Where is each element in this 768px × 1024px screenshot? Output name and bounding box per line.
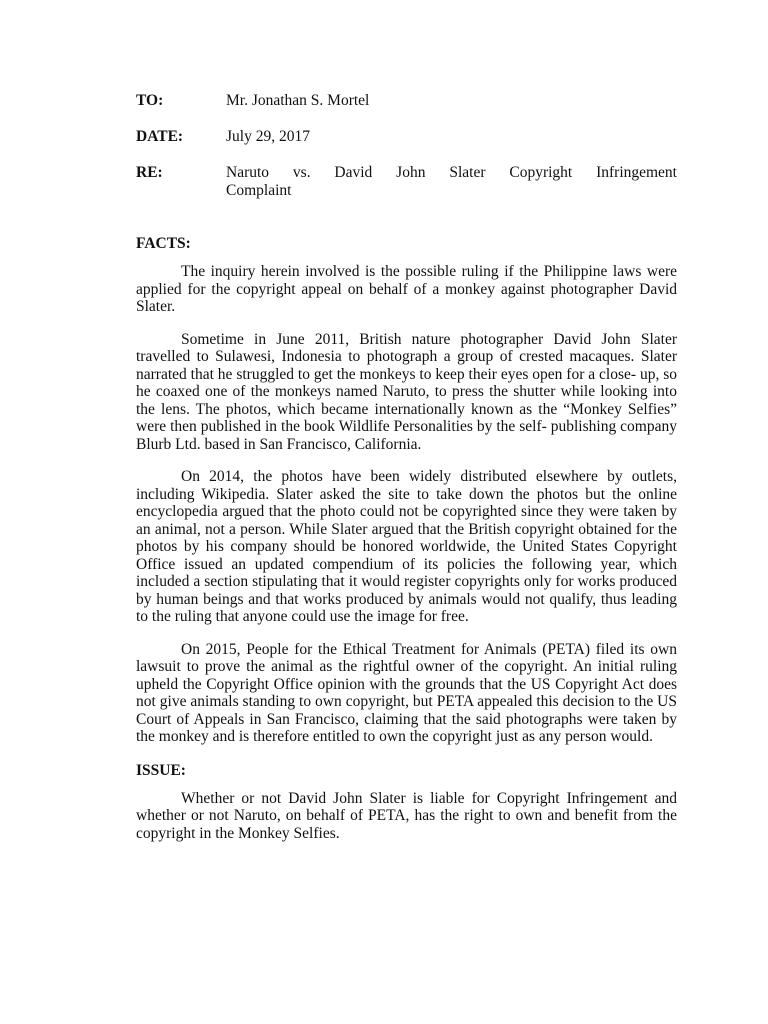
memo-re-label: RE: (136, 164, 163, 181)
issue-heading: ISSUE: (136, 761, 186, 779)
memo-date-label: DATE: (136, 128, 184, 145)
memo-re-value-line1: Naruto vs. David John Slater Copyright Infringement (226, 164, 677, 181)
issue-paragraph-1: Whether or not David John Slater is liable for Copyright Infringement and whether or not Naruto, on behalf of PETA, has the right to own and benefit from the copyright in the Monkey Selfies. (136, 789, 677, 842)
memo-to-row (136, 92, 677, 110)
facts-paragraph-1: The inquiry herein involved is the possible ruling if the Philippine laws were applied for the copyright appeal on behalf of a monkey against photographer David Slater. (136, 263, 677, 315)
memo-re-value-line2: Complaint (226, 182, 292, 199)
facts-heading: FACTS: (136, 235, 191, 252)
memo-to-label: TO: (136, 92, 164, 109)
facts-paragraph-2: Sometime in June 2011, British nature photographer David John Slater travelled to Sulawesi, Indonesia to photograph a group of crested macaques. Slater narrated that he struggled to get the monkeys to keep their eyes open for a close- up, so he coaxed one of the monkeys named Naruto, to press the shutter while looking into the lens. The photos, which became internationally known as the “Monkey Selfies” were then published in the book Wildlife Personalities by the self- publishing company Blurb Ltd. based in San Francisco, California. (136, 330, 677, 453)
memo-page (136, 92, 677, 842)
memo-re-row (136, 164, 677, 200)
facts-paragraph-3: On 2014, the photos have been widely distributed elsewhere by outlets, including Wikipedia. Slater asked the site to take down the photos but the online encyclopedia argued that the photo could not be copyrighted since they were taken by an animal, not a person. While Slater argued that the British copyright obtained for the photos by his company should be honored worldwide, the United States Copyright Office issued an updated compendium of its policies the following year, which included a section stipulating that it would register copyrights only for works produced by human beings and that works produced by animals would not qualify, thus leading to the ruling that anyone could use the image for free. (136, 468, 677, 625)
memo-re-value (226, 164, 677, 200)
memo-to-value: Mr. Jonathan S. Mortel (226, 92, 370, 109)
memo-date-value: July 29, 2017 (226, 128, 310, 145)
facts-paragraph-4: On 2015, People for the Ethical Treatment for Animals (PETA) filed its own lawsuit to prove the animal as the rightful owner of the copyright. An initial ruling upheld the Copyright Office opinion with the grounds that the US Copyright Act does not give animals standing to own copyright, but PETA appealed this decision to the US Court of Appeals in San Francisco, claiming that the said photographs were taken by the monkey and is therefore entitled to own the copyright just as any person would. (136, 640, 677, 745)
memo-date-row (136, 128, 677, 146)
